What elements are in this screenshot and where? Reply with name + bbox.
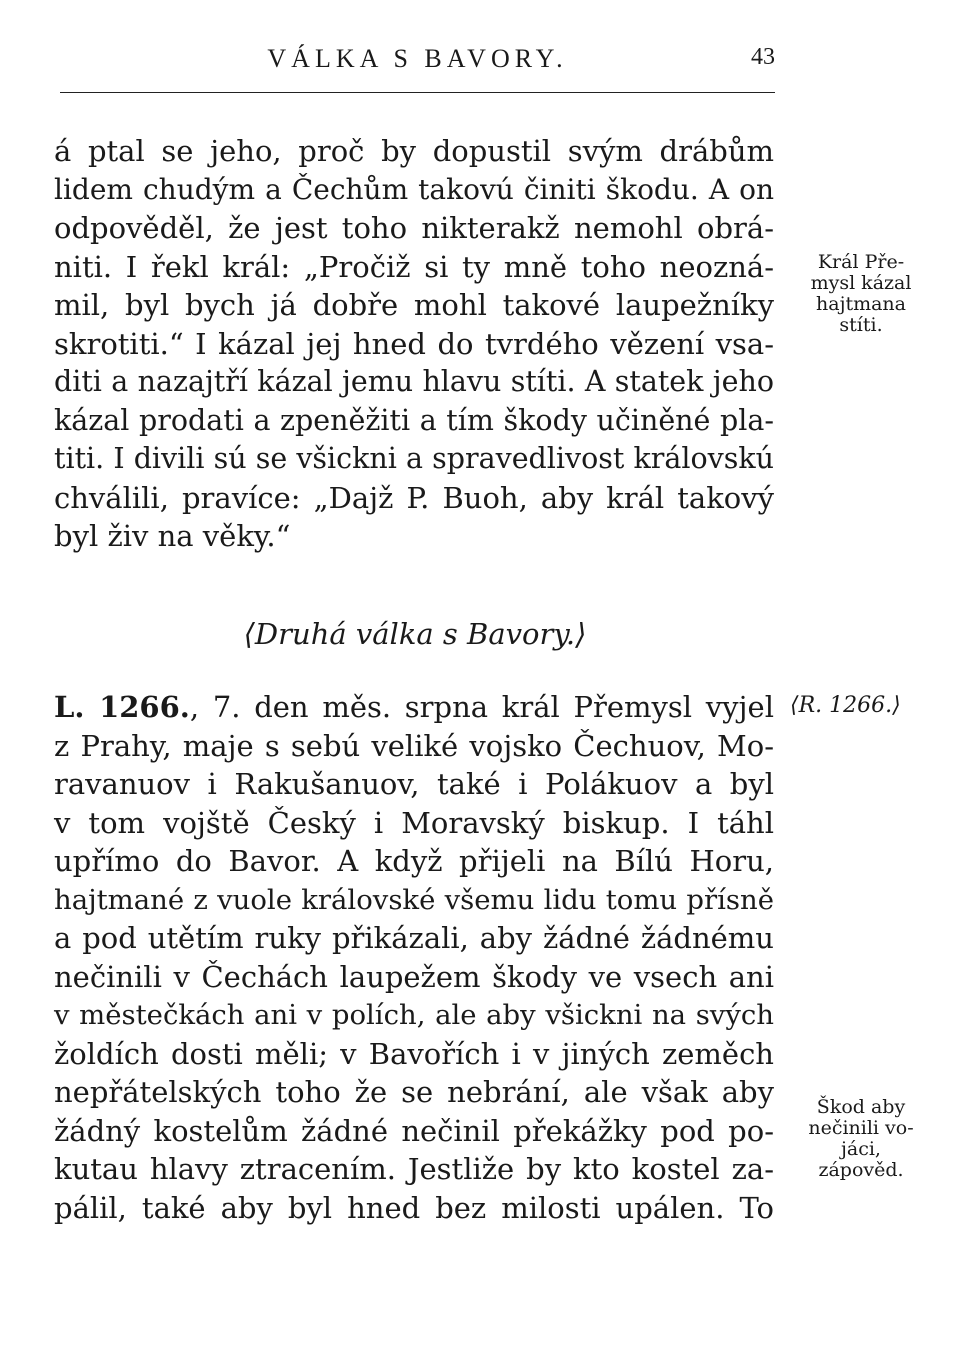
text-line: niti. I řekl král: „Pročiž si ty mně toho neozná- (54, 249, 774, 284)
text-line: ravanuov i Rakušanuov, také i Polákuov a byl (54, 767, 774, 801)
text-line: nečinili v Čechách laupežem škody ve vsech ani (54, 959, 774, 994)
text-line: upřímo do Bavor. A když přijeli na Bílú Horu, (54, 844, 774, 878)
page-number: 43 (751, 44, 775, 70)
first-line-rest: , 7. den měs. srpna král Přemysl vyjel (189, 690, 774, 724)
margin-note-line: nečinili vo- (808, 1117, 914, 1139)
text-line: kutau hlavy ztracením. Jestliže by kto kostel za- (54, 1152, 774, 1186)
margin-note-line: jáci, (841, 1138, 881, 1160)
margin-note-line: zápověd. (818, 1159, 904, 1181)
running-head-title: VÁLKA S BAVORY. (267, 44, 568, 73)
text-line: chválili, pravíce: „Dajž P. Buoh, aby král takový (54, 480, 774, 515)
text-line: pálil, také aby byl hned bez milosti upálen. To (54, 1190, 774, 1225)
text-line: á ptal se jeho, proč by dopustil svým drábům (54, 134, 774, 168)
text-line-first (54, 688, 774, 727)
section-heading: ⟨Druhá válka s Bavory.⟩ (243, 617, 587, 651)
text-line: kázal prodati a zpeněžiti a tím škody učiněné pla- (54, 403, 774, 437)
paragraph-continued (54, 132, 774, 556)
text-line: z Prahy, maje s sebú veliké vojsko Čechuov, Mo- (54, 728, 774, 763)
text-line: v městečkách ani v polích, ale aby všickni na svých (54, 999, 774, 1031)
year-label: L. 1266. (54, 690, 190, 724)
margin-note-line: Škod aby (816, 1096, 906, 1118)
margin-note-king (786, 252, 936, 336)
text-line: byl živ na věky.“ (54, 519, 291, 553)
text-line: mil, byl bych já dobře mohl takové laupežníky (54, 288, 774, 322)
text-line: diti a nazajtří kázal jemu hlavu stíti. A statek jeho (54, 365, 774, 398)
text-line: v tom vojště Český i Moravský biskup. I táhl (54, 805, 774, 840)
text-line: žoldích dosti měli; v Bavořích i v jiných zeměch (54, 1036, 774, 1071)
margin-note-line: hajtmana (816, 293, 906, 315)
paragraph-1266 (54, 688, 774, 1227)
text-line: titi. I divili sú se všickni a spravedlivost královskú (54, 442, 774, 475)
text-line: nepřátelských toho že se nebrání, ale však aby (54, 1075, 774, 1109)
text-line: hajtmané z vuole královské všemu lidu tomu přísně (54, 883, 774, 916)
running-head (60, 44, 775, 84)
header-rule (60, 92, 775, 93)
text-line: odpověděl, že jest toho nikterakž nemohl obrá- (54, 211, 774, 245)
text-line: a pod utětím ruky přikázali, aby žádné žádnému (54, 921, 774, 955)
margin-note-line: Král Pře- (817, 251, 905, 273)
margin-date: ⟨R. 1266.⟩ (790, 693, 901, 718)
text-line: skrotiti.“ I kázal jej hned do tvrdého vězení vsa- (54, 326, 774, 361)
text-line: lidem chudým a Čechům takovú činiti škodu. A on (54, 172, 774, 206)
text-line: žádný kostelům žádné nečinil překážky pod po- (54, 1113, 774, 1148)
margin-note-line: stíti. (839, 314, 883, 336)
margin-note-line: mysl kázal (810, 272, 912, 294)
margin-note-soldiers (786, 1097, 936, 1181)
